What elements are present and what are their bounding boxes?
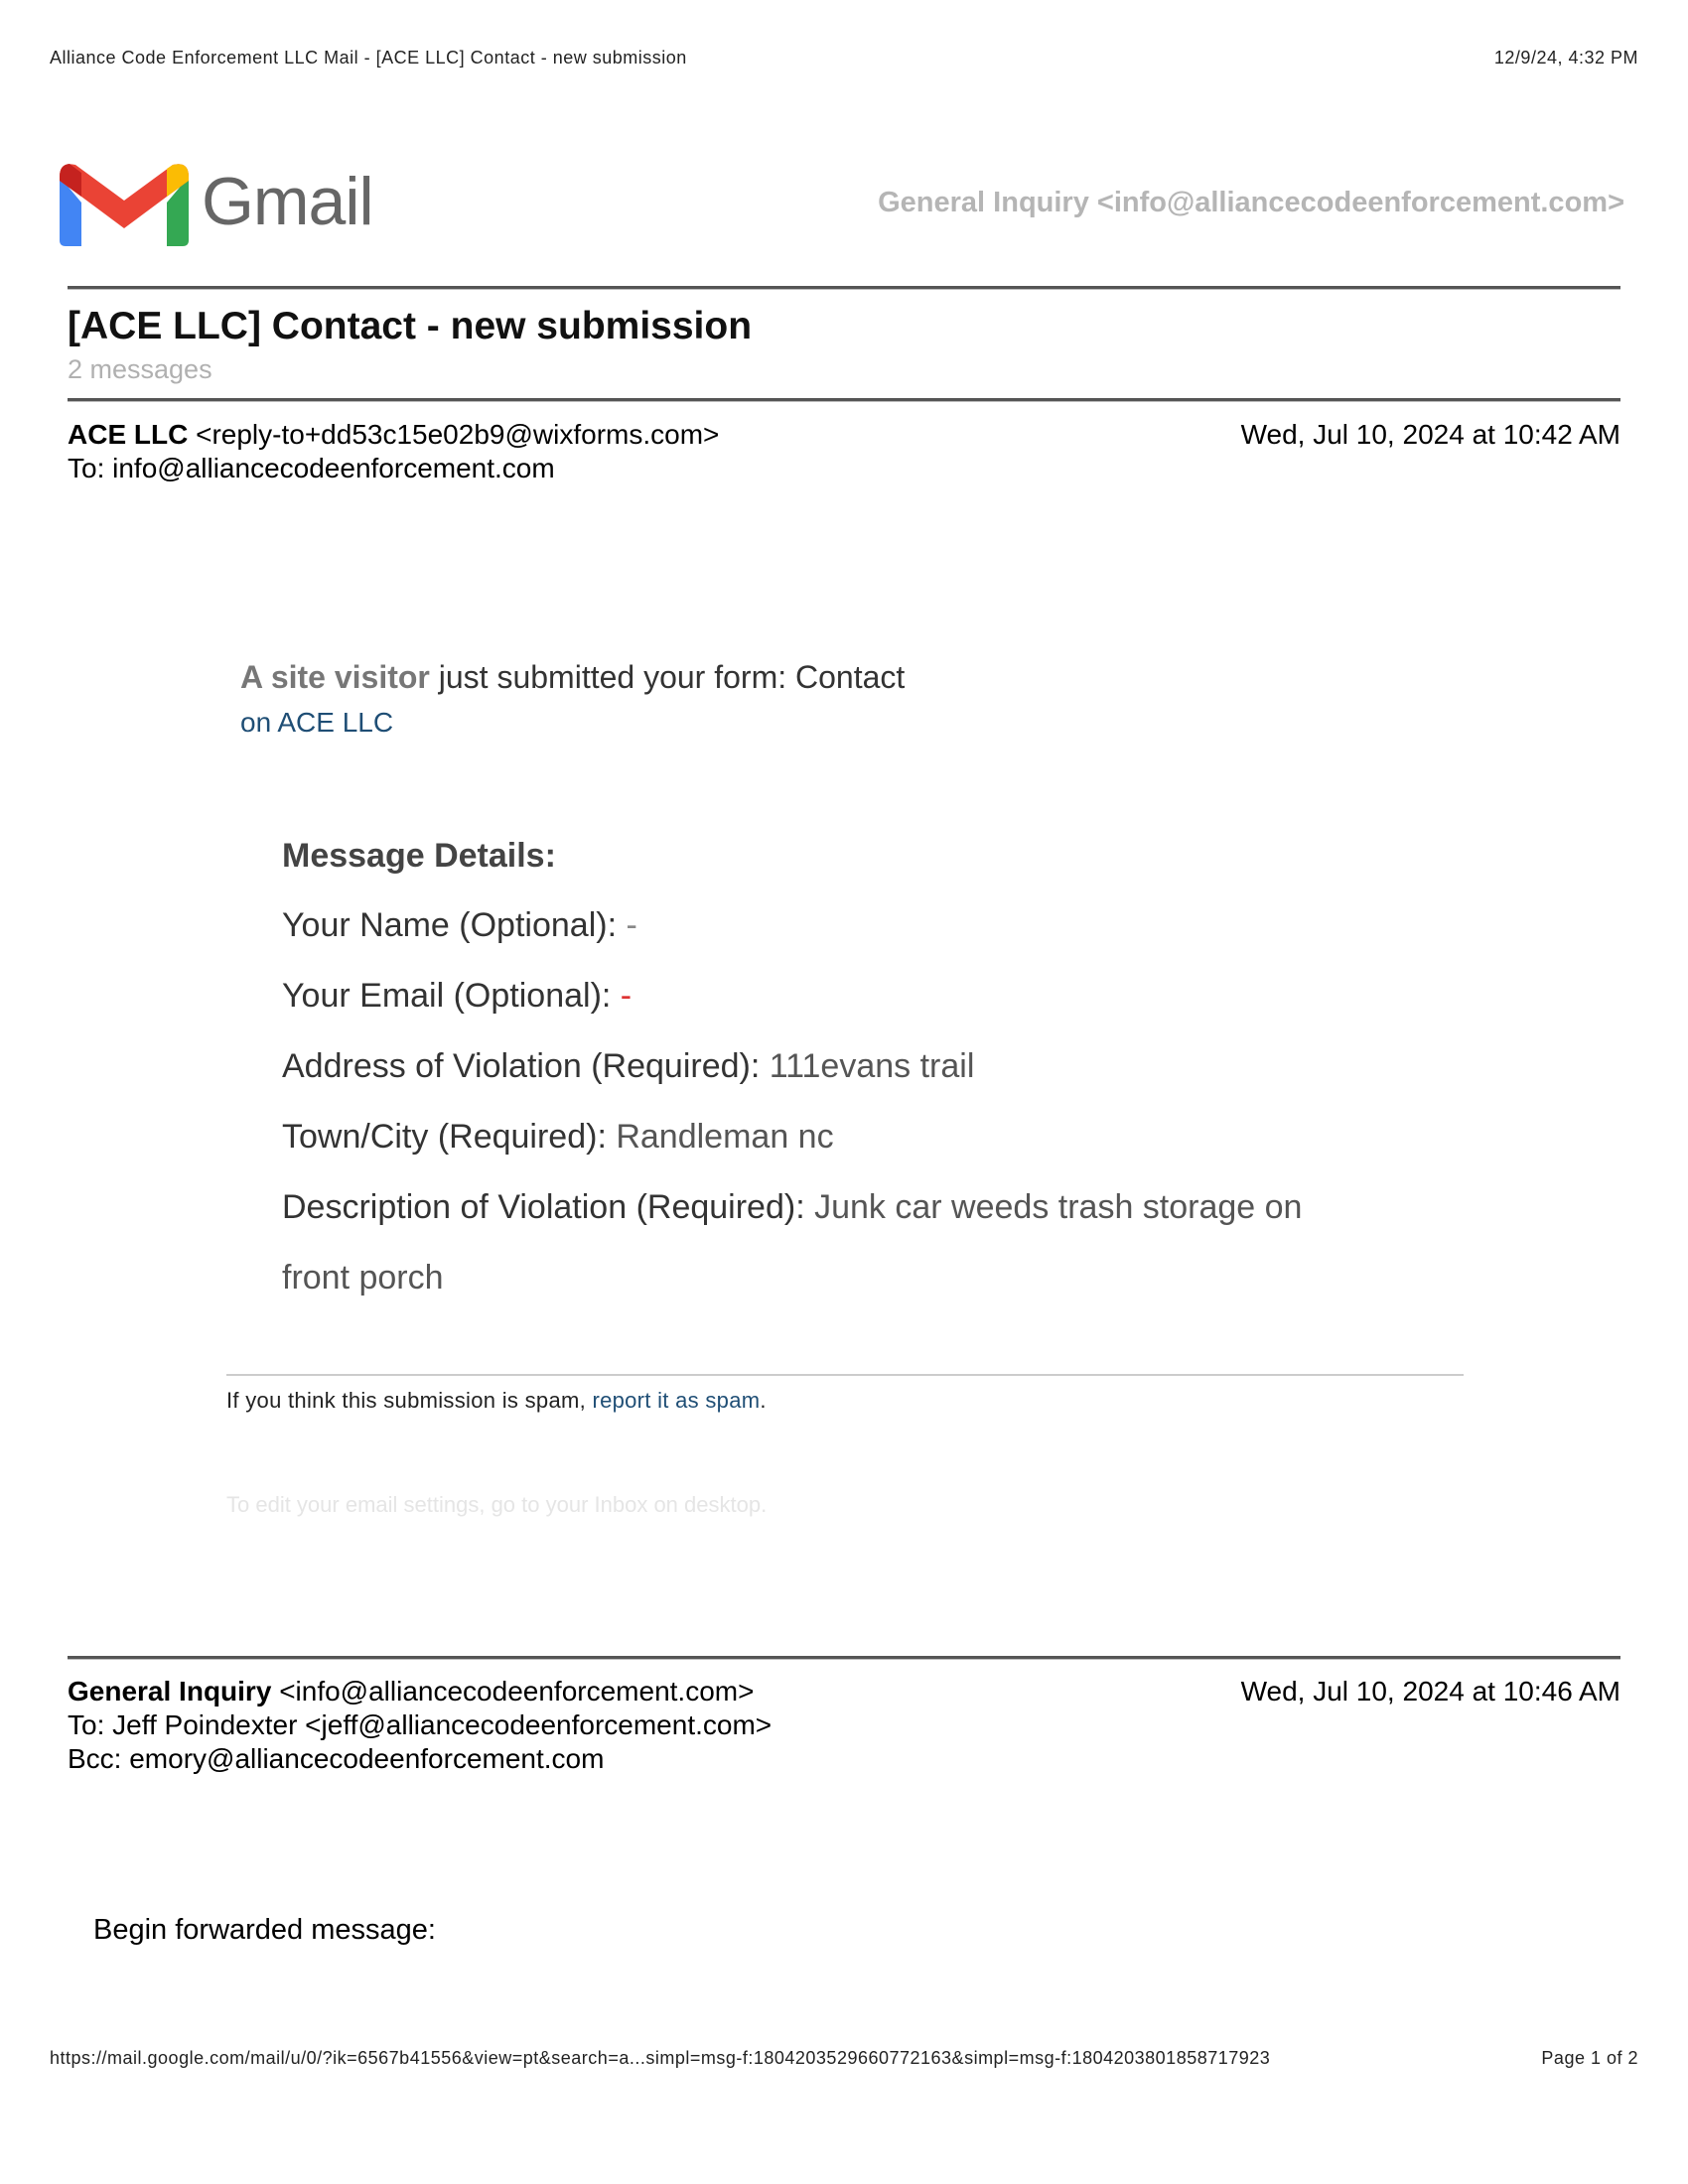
field-label: Description of Violation (Required): xyxy=(282,1188,815,1226)
thread-subject: [ACE LLC] Contact - new submission xyxy=(68,305,753,347)
message1-date: Wed, Jul 10, 2024 at 10:42 AM xyxy=(1240,419,1620,450)
sender-name: ACE LLC xyxy=(68,419,189,450)
field-label: Your Name (Optional): xyxy=(282,906,627,944)
message2-recipient: To: Jeff Poindexter <jeff@alliancecodeenforcement.com> xyxy=(68,1709,773,1740)
forwarded-message-label: Begin forwarded message: xyxy=(93,1914,436,1946)
field-value: - xyxy=(626,906,637,944)
sender-email: <reply-to+dd53c15e02b9@wixforms.com> xyxy=(196,419,720,450)
field-your-email xyxy=(282,977,632,1016)
divider xyxy=(68,398,1620,402)
divider xyxy=(226,1374,1464,1376)
visitor-strong: A site visitor xyxy=(240,659,430,695)
field-label: Town/City (Required): xyxy=(282,1118,617,1156)
field-description-continued xyxy=(282,1259,444,1297)
print-header-datetime: 12/9/24, 4:32 PM xyxy=(1493,48,1638,68)
visitor-notice xyxy=(240,659,905,696)
details-title: Message Details: xyxy=(282,837,556,875)
report-spam-link[interactable]: report it as spam xyxy=(592,1388,761,1413)
print-header-title: Alliance Code Enforcement LLC Mail - [ACE LLC] Contact - new submission xyxy=(50,48,687,68)
divider xyxy=(68,1656,1620,1660)
print-footer-page: Page 1 of 2 xyxy=(1541,2048,1638,2068)
message2-sender xyxy=(68,1676,754,1707)
spam-prefix: If you think this submission is spam, xyxy=(226,1388,593,1413)
message1-recipient: To: info@alliancecodeenforcement.com xyxy=(68,453,555,483)
spam-notice xyxy=(226,1388,767,1414)
account-label: General Inquiry <info@alliancecodeenforcement.com> xyxy=(878,187,1624,218)
field-value: Junk car weeds trash storage on xyxy=(814,1188,1303,1226)
field-label: Address of Violation (Required): xyxy=(282,1047,770,1085)
site-name: on ACE LLC xyxy=(240,707,394,738)
field-description xyxy=(282,1188,1302,1227)
field-value: 111evans trail xyxy=(769,1047,975,1085)
message2-date: Wed, Jul 10, 2024 at 10:46 AM xyxy=(1240,1676,1620,1706)
message2-bcc: Bcc: emory@alliancecodeenforcement.com xyxy=(68,1743,605,1774)
print-footer-url: https://mail.google.com/mail/u/0/?ik=6567b41556&view=pt&search=a...simpl=msg-f:1804203529660772163&simpl=msg-f:1804203801858717923 xyxy=(50,2048,1271,2068)
spam-suffix: . xyxy=(760,1388,767,1413)
field-label: Your Email (Optional): xyxy=(282,977,621,1015)
field-value: - xyxy=(620,977,633,1015)
gmail-wordmark: Gmail xyxy=(202,164,373,239)
field-town-city xyxy=(282,1118,834,1157)
field-your-name xyxy=(282,906,637,945)
message-count: 2 messages xyxy=(68,354,212,384)
field-value: front porch xyxy=(282,1259,444,1297)
divider xyxy=(68,286,1620,290)
field-value: Randleman nc xyxy=(616,1118,834,1156)
edit-settings-note: To edit your email settings, go to your Inbox on desktop. xyxy=(226,1492,768,1517)
sender-email: <info@alliancecodeenforcement.com> xyxy=(279,1676,755,1706)
message1-sender xyxy=(68,419,719,451)
sender-name: General Inquiry xyxy=(68,1676,272,1706)
visitor-text: just submitted your form: Contact xyxy=(429,659,906,695)
field-address xyxy=(282,1047,974,1086)
